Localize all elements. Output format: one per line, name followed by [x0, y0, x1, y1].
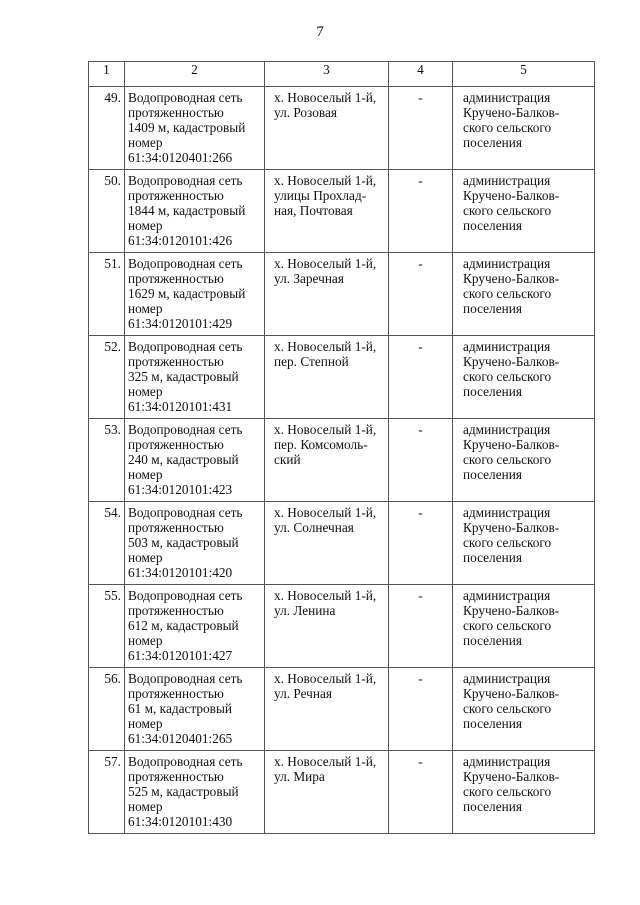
- owner-line: поселения: [463, 467, 522, 482]
- table-row: [89, 585, 595, 668]
- object-line: 1629 м, кадастровый: [128, 286, 246, 301]
- object-line: протяженностью: [128, 437, 224, 452]
- object-line: 61:34:0120101:423: [128, 482, 233, 497]
- object-address: [265, 668, 389, 751]
- column-4-value: -: [389, 668, 453, 751]
- address-line: пер. Степной: [274, 354, 349, 369]
- column-header: 3: [265, 62, 389, 87]
- object-address: [265, 419, 389, 502]
- owner: [453, 253, 595, 336]
- owner: [453, 170, 595, 253]
- address-line: ул. Мира: [274, 769, 325, 784]
- row-number: 55.: [89, 585, 125, 668]
- object-line: номер: [128, 218, 163, 233]
- owner: [453, 585, 595, 668]
- address-line: х. Новоселый 1-й,: [274, 671, 377, 686]
- column-4-value: -: [389, 336, 453, 419]
- object-line: 61:34:0120101:426: [128, 233, 233, 248]
- object-line: 325 м, кадастровый: [128, 369, 239, 384]
- object-line: 61:34:0120101:431: [128, 399, 233, 414]
- owner-line: администрация: [463, 90, 551, 105]
- owner-line: Кручено-Балков-: [463, 354, 560, 369]
- address-line: х. Новоселый 1-й,: [274, 505, 377, 520]
- object-description: [125, 585, 265, 668]
- object-line: протяженностью: [128, 520, 224, 535]
- column-header: 4: [389, 62, 453, 87]
- object-description: [125, 502, 265, 585]
- row-number: 50.: [89, 170, 125, 253]
- column-header: 2: [125, 62, 265, 87]
- object-address: [265, 502, 389, 585]
- address-line: ский: [274, 452, 301, 467]
- object-description: [125, 170, 265, 253]
- table-row: [89, 87, 595, 170]
- object-line: номер: [128, 384, 163, 399]
- owner-line: поселения: [463, 218, 522, 233]
- object-line: протяженностью: [128, 769, 224, 784]
- object-line: номер: [128, 301, 163, 316]
- owner-line: поселения: [463, 384, 522, 399]
- address-line: х. Новоселый 1-й,: [274, 588, 377, 603]
- owner: [453, 336, 595, 419]
- owner-line: ского сельского: [463, 784, 552, 799]
- table-row: [89, 253, 595, 336]
- table-row: [89, 668, 595, 751]
- object-line: 240 м, кадастровый: [128, 452, 239, 467]
- owner: [453, 87, 595, 170]
- column-4-value: -: [389, 502, 453, 585]
- owner-line: Кручено-Балков-: [463, 603, 560, 618]
- object-line: Водопроводная сеть: [128, 173, 243, 188]
- column-header: 1: [89, 62, 125, 87]
- object-line: 612 м, кадастровый: [128, 618, 239, 633]
- table-row: [89, 170, 595, 253]
- owner-line: ского сельского: [463, 452, 552, 467]
- address-line: х. Новоселый 1-й,: [274, 173, 377, 188]
- object-description: [125, 87, 265, 170]
- column-4-value: -: [389, 87, 453, 170]
- address-line: х. Новоселый 1-й,: [274, 339, 377, 354]
- address-line: х. Новоселый 1-й,: [274, 90, 377, 105]
- owner-line: администрация: [463, 588, 551, 603]
- address-line: улицы Прохлад-: [274, 188, 367, 203]
- owner-line: поселения: [463, 550, 522, 565]
- row-number: 54.: [89, 502, 125, 585]
- object-line: протяженностью: [128, 603, 224, 618]
- table-row: [89, 419, 595, 502]
- table-row: [89, 502, 595, 585]
- object-line: протяженностью: [128, 105, 224, 120]
- object-line: Водопроводная сеть: [128, 505, 243, 520]
- row-number: 49.: [89, 87, 125, 170]
- address-line: пер. Комсомоль-: [274, 437, 368, 452]
- table-row: [89, 751, 595, 834]
- owner: [453, 751, 595, 834]
- object-line: протяженностью: [128, 188, 224, 203]
- owner-line: Кручено-Балков-: [463, 105, 560, 120]
- column-4-value: -: [389, 751, 453, 834]
- table-row: [89, 336, 595, 419]
- object-line: 61:34:0120101:430: [128, 814, 233, 829]
- owner: [453, 668, 595, 751]
- owner-line: поселения: [463, 135, 522, 150]
- owner-line: ского сельского: [463, 369, 552, 384]
- column-4-value: -: [389, 253, 453, 336]
- object-address: [265, 336, 389, 419]
- object-address: [265, 170, 389, 253]
- owner-line: Кручено-Балков-: [463, 437, 560, 452]
- row-number: 53.: [89, 419, 125, 502]
- object-line: протяженностью: [128, 686, 224, 701]
- object-line: номер: [128, 467, 163, 482]
- object-line: Водопроводная сеть: [128, 754, 243, 769]
- object-line: Водопроводная сеть: [128, 588, 243, 603]
- object-address: [265, 751, 389, 834]
- address-line: х. Новоселый 1-й,: [274, 422, 377, 437]
- object-line: протяженностью: [128, 354, 224, 369]
- owner-line: ского сельского: [463, 203, 552, 218]
- object-line: 525 м, кадастровый: [128, 784, 239, 799]
- object-line: 1409 м, кадастровый: [128, 120, 246, 135]
- address-line: ул. Солнечная: [274, 520, 354, 535]
- object-line: 61:34:0120101:427: [128, 648, 233, 663]
- object-address: [265, 585, 389, 668]
- object-line: Водопроводная сеть: [128, 339, 243, 354]
- object-line: 61 м, кадастровый: [128, 701, 233, 716]
- object-line: 1844 м, кадастровый: [128, 203, 246, 218]
- object-line: 61:34:0120101:420: [128, 565, 233, 580]
- row-number: 56.: [89, 668, 125, 751]
- object-line: Водопроводная сеть: [128, 90, 243, 105]
- object-line: номер: [128, 633, 163, 648]
- owner: [453, 419, 595, 502]
- owner: [453, 502, 595, 585]
- owner-line: администрация: [463, 339, 551, 354]
- row-number: 51.: [89, 253, 125, 336]
- owner-line: ского сельского: [463, 286, 552, 301]
- object-line: 61:34:0120401:266: [128, 150, 233, 165]
- column-4-value: -: [389, 419, 453, 502]
- owner-line: администрация: [463, 256, 551, 271]
- address-line: ул. Розовая: [274, 105, 338, 120]
- owner-line: поселения: [463, 716, 522, 731]
- row-number: 52.: [89, 336, 125, 419]
- property-registry-table: [88, 61, 595, 834]
- row-number: 57.: [89, 751, 125, 834]
- object-description: [125, 253, 265, 336]
- owner-line: Кручено-Балков-: [463, 271, 560, 286]
- object-description: [125, 336, 265, 419]
- object-line: номер: [128, 135, 163, 150]
- owner-line: ского сельского: [463, 618, 552, 633]
- object-line: 61:34:0120401:265: [128, 731, 233, 746]
- owner-line: ского сельского: [463, 701, 552, 716]
- table-body: [89, 87, 595, 834]
- owner-line: администрация: [463, 754, 551, 769]
- object-line: 61:34:0120101:429: [128, 316, 233, 331]
- owner-line: ского сельского: [463, 535, 552, 550]
- owner-line: поселения: [463, 301, 522, 316]
- object-line: Водопроводная сеть: [128, 256, 243, 271]
- column-4-value: -: [389, 585, 453, 668]
- owner-line: ского сельского: [463, 120, 552, 135]
- owner-line: администрация: [463, 505, 551, 520]
- object-line: номер: [128, 550, 163, 565]
- object-line: номер: [128, 799, 163, 814]
- table-header-row: [89, 62, 595, 87]
- object-address: [265, 253, 389, 336]
- owner-line: Кручено-Балков-: [463, 769, 560, 784]
- object-line: протяженностью: [128, 271, 224, 286]
- owner-line: администрация: [463, 422, 551, 437]
- column-header: 5: [453, 62, 595, 87]
- owner-line: администрация: [463, 671, 551, 686]
- object-description: [125, 751, 265, 834]
- object-line: Водопроводная сеть: [128, 671, 243, 686]
- page-number: 7: [316, 24, 324, 40]
- owner-line: поселения: [463, 633, 522, 648]
- address-line: х. Новоселый 1-й,: [274, 754, 377, 769]
- owner-line: администрация: [463, 173, 551, 188]
- owner-line: Кручено-Балков-: [463, 686, 560, 701]
- address-line: х. Новоселый 1-й,: [274, 256, 377, 271]
- object-description: [125, 419, 265, 502]
- address-line: ул. Ленина: [274, 603, 336, 618]
- column-4-value: -: [389, 170, 453, 253]
- owner-line: Кручено-Балков-: [463, 188, 560, 203]
- address-line: ул. Речная: [274, 686, 332, 701]
- object-line: номер: [128, 716, 163, 731]
- owner-line: Кручено-Балков-: [463, 520, 560, 535]
- object-line: Водопроводная сеть: [128, 422, 243, 437]
- owner-line: поселения: [463, 799, 522, 814]
- object-description: [125, 668, 265, 751]
- object-address: [265, 87, 389, 170]
- address-line: ная, Почтовая: [274, 203, 353, 218]
- address-line: ул. Заречная: [274, 271, 344, 286]
- object-line: 503 м, кадастровый: [128, 535, 239, 550]
